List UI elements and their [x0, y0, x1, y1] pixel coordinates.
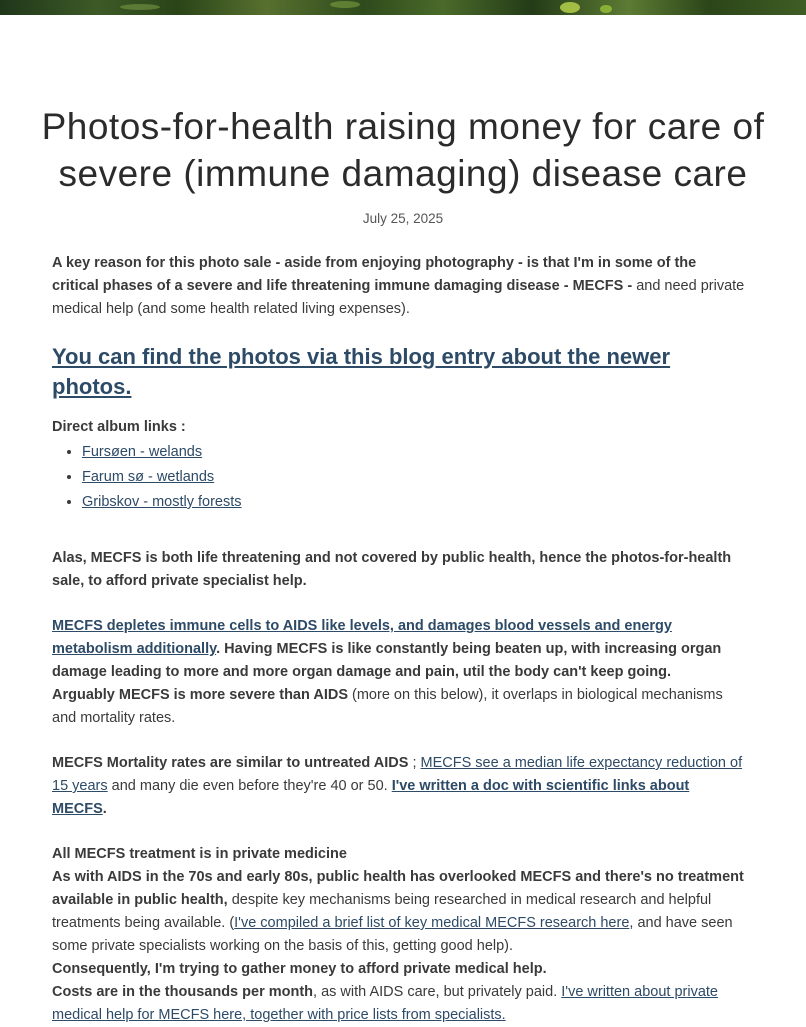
banner-foliage [120, 4, 160, 10]
arguably-rest: (more on this below), it overlaps in biological mechanisms and mortality rates. [52, 687, 723, 726]
header-banner-image [0, 0, 806, 15]
album-link-farum[interactable]: Farum sø - wetlands [82, 469, 215, 485]
treatment-paragraph [52, 843, 746, 1027]
depletes-bold: . Having MECFS is like constantly being beaten up, with increasing organ damage leading to more and more organ damage and pain, util the body can't keep going. [52, 641, 722, 680]
scientific-doc-link[interactable]: I've written a doc with scientific links about MECFS [52, 778, 690, 817]
arguably-bold: Arguably MECFS is more severe than AIDS [52, 687, 348, 703]
intro-bold: A key reason for this photo sale - aside from enjoying photography - is that I'm in some of the critical phases of a severe and life threatening immune damaging disease - MECFS - [52, 255, 697, 294]
banner-foliage [560, 2, 580, 13]
mortality-sep: ; [408, 755, 421, 771]
mortality-bold: MECFS Mortality rates are similar to untreated AIDS [52, 755, 409, 771]
intro-rest: and need private medical help (and some health related living expenses). [52, 278, 745, 317]
costs-rest: , as with AIDS care, but privately paid. [313, 984, 562, 1000]
post-date: July 25, 2025 [362, 211, 444, 226]
research-list-link[interactable]: I've compiled a brief list of key medical MECFS research here [234, 915, 630, 931]
treatment-rest2: , and have seen some private specialists working on the basis of this, getting good help). [52, 915, 733, 954]
treatment-rest1: despite key mechanisms being researched in medical research and helpful treatments being available. ( [52, 892, 712, 931]
life-expectancy-link[interactable]: MECFS see a median life expectancy reduction of 15 years [52, 755, 743, 794]
alas-paragraph [52, 547, 746, 593]
mortality-rest: and many die even before they're 40 or 50. [107, 778, 392, 794]
album-list [52, 441, 746, 514]
page-title: Photos-for-health raising money for care of severe (immune damaging) disease care [41, 106, 765, 194]
banner-foliage [330, 1, 360, 8]
album-link-fursoen[interactable]: Fursøen - welands [82, 444, 203, 460]
depletes-paragraph [52, 615, 746, 730]
intro-paragraph [52, 252, 746, 321]
list-item [82, 491, 746, 514]
treatment-bold: As with AIDS in the 70s and early 80s, public health has overlooked MECFS and there's no treatment available in public health, [52, 869, 744, 908]
costs-bold: Costs are in the thousands per month [52, 984, 314, 1000]
list-item [82, 441, 746, 464]
immune-depletion-link[interactable]: MECFS depletes immune cells to AIDS like levels, and damages blood vessels and energy metabolism additionally [52, 618, 672, 657]
photos-blog-link[interactable]: You can find the photos via this blog entry about the newer photos. [52, 344, 671, 399]
consequently-bold: Consequently, I'm trying to gather money to afford private medical help. [52, 961, 547, 977]
private-help-link[interactable]: I've written about private medical help for MECFS here, together with price lists from specialists. [52, 984, 718, 1023]
treatment-heading: All MECFS treatment is in private medicine [52, 846, 347, 862]
banner-foliage [600, 5, 612, 13]
mortality-paragraph [52, 752, 746, 821]
alas-bold: Alas, MECFS is both life threatening and not covered by public health, hence the photos-for-health sale, to afford private specialist help. [52, 550, 732, 589]
album-links-heading: Direct album links : [52, 419, 186, 435]
list-item [82, 466, 746, 489]
mortality-end: . [102, 801, 107, 817]
album-link-gribskov[interactable]: Gribskov - mostly forests [82, 494, 242, 510]
post-body [52, 252, 746, 1027]
